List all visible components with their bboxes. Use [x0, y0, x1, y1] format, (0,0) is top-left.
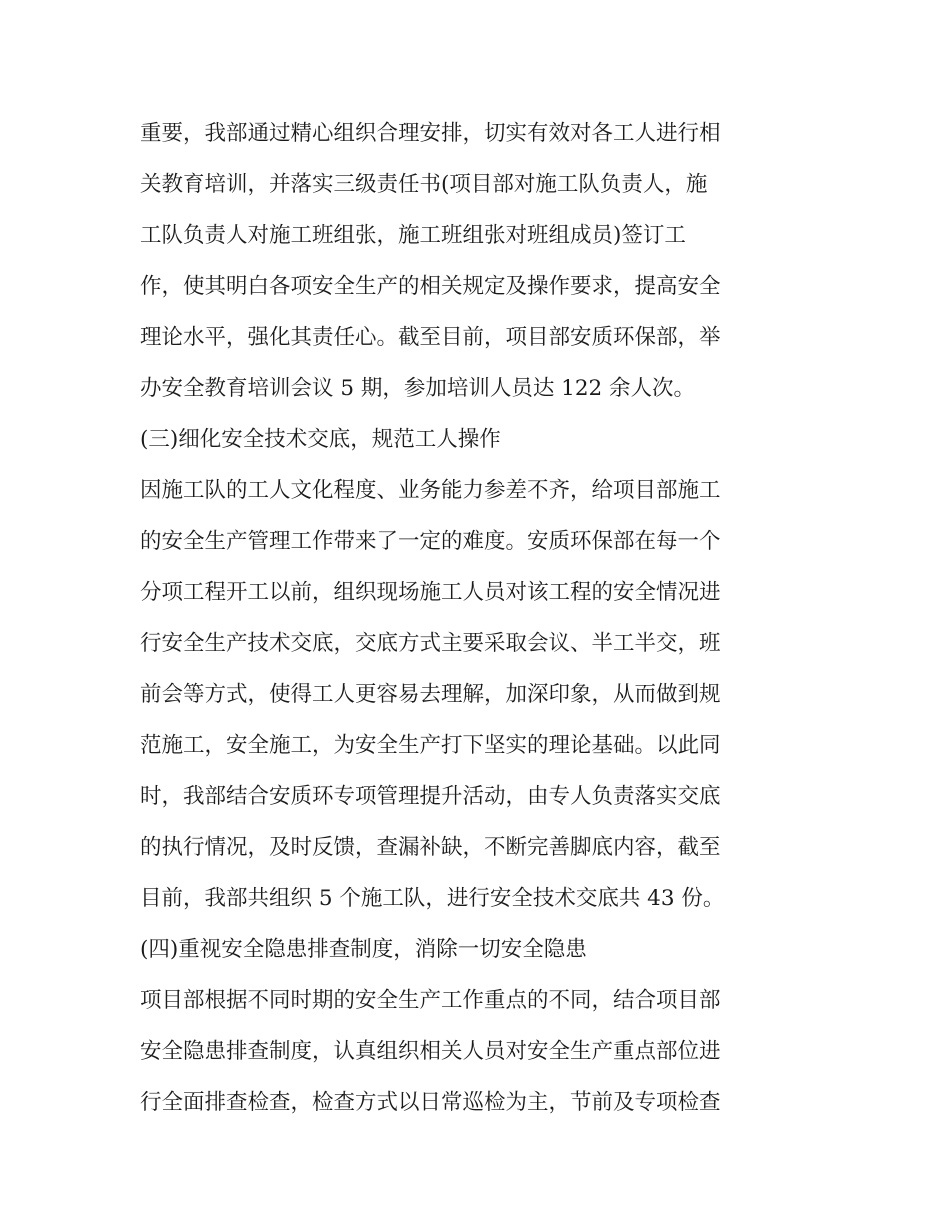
text-line-5: 理论水平，强化其责任心。截至目前，项目部安质环保部，举 — [140, 325, 721, 350]
text-line-13: 范施工，安全施工，为安全生产打下坚实的理论基础。以此同 — [140, 733, 721, 758]
document-body — [140, 108, 820, 1128]
text-line-6: 办安全教育培训会议 5 期，参加培训人员达 122 余人次。 — [140, 376, 696, 401]
text-line-9: 的安全生产管理工作带来了一定的难度。安质环保部在每一个 — [140, 529, 721, 554]
text-line-15: 的执行情况，及时反馈，查漏补缺，不断完善脚底内容，截至 — [140, 835, 721, 860]
text-line-16: 目前，我部共组织 5 个施工队，进行安全技术交底共 43 份。 — [140, 886, 725, 911]
text-line-3: 工队负责人对施工班组张，施工班组张对班组成员)签订工 — [140, 223, 686, 248]
text-line-4: 作，使其明白各项安全生产的相关规定及操作要求，提高安全 — [140, 274, 721, 299]
text-line-11: 行安全生产技术交底，交底方式主要采取会议、半工半交，班 — [140, 631, 721, 656]
text-line-19: 安全隐患排查制度，认真组织相关人员对安全生产重点部位进 — [140, 1039, 721, 1064]
text-line-8: 因施工队的工人文化程度、业务能力参差不齐，给项目部施工 — [140, 478, 721, 503]
section-heading-3: (三)细化安全技术交底，规范工人操作 — [140, 427, 501, 452]
section-heading-4: (四)重视安全隐患排查制度，消除一切安全隐患 — [140, 937, 587, 962]
text-line-20: 行全面排查检查，检查方式以日常巡检为主，节前及专项检查 — [140, 1090, 721, 1115]
text-line-2: 关教育培训，并落实三级责任书(项目部对施工队负责人，施 — [140, 172, 708, 197]
text-line-14: 时，我部结合安质环专项管理提升活动，由专人负责落实交底 — [140, 784, 721, 809]
text-line-12: 前会等方式，使得工人更容易去理解，加深印象，从而做到规 — [140, 682, 721, 707]
text-line-18: 项目部根据不同时期的安全生产工作重点的不同，结合项目部 — [140, 988, 721, 1013]
text-line-10: 分项工程开工以前，组织现场施工人员对该工程的安全情况进 — [140, 580, 721, 605]
text-line-1: 重要，我部通过精心组织合理安排，切实有效对各工人进行相 — [140, 121, 721, 146]
